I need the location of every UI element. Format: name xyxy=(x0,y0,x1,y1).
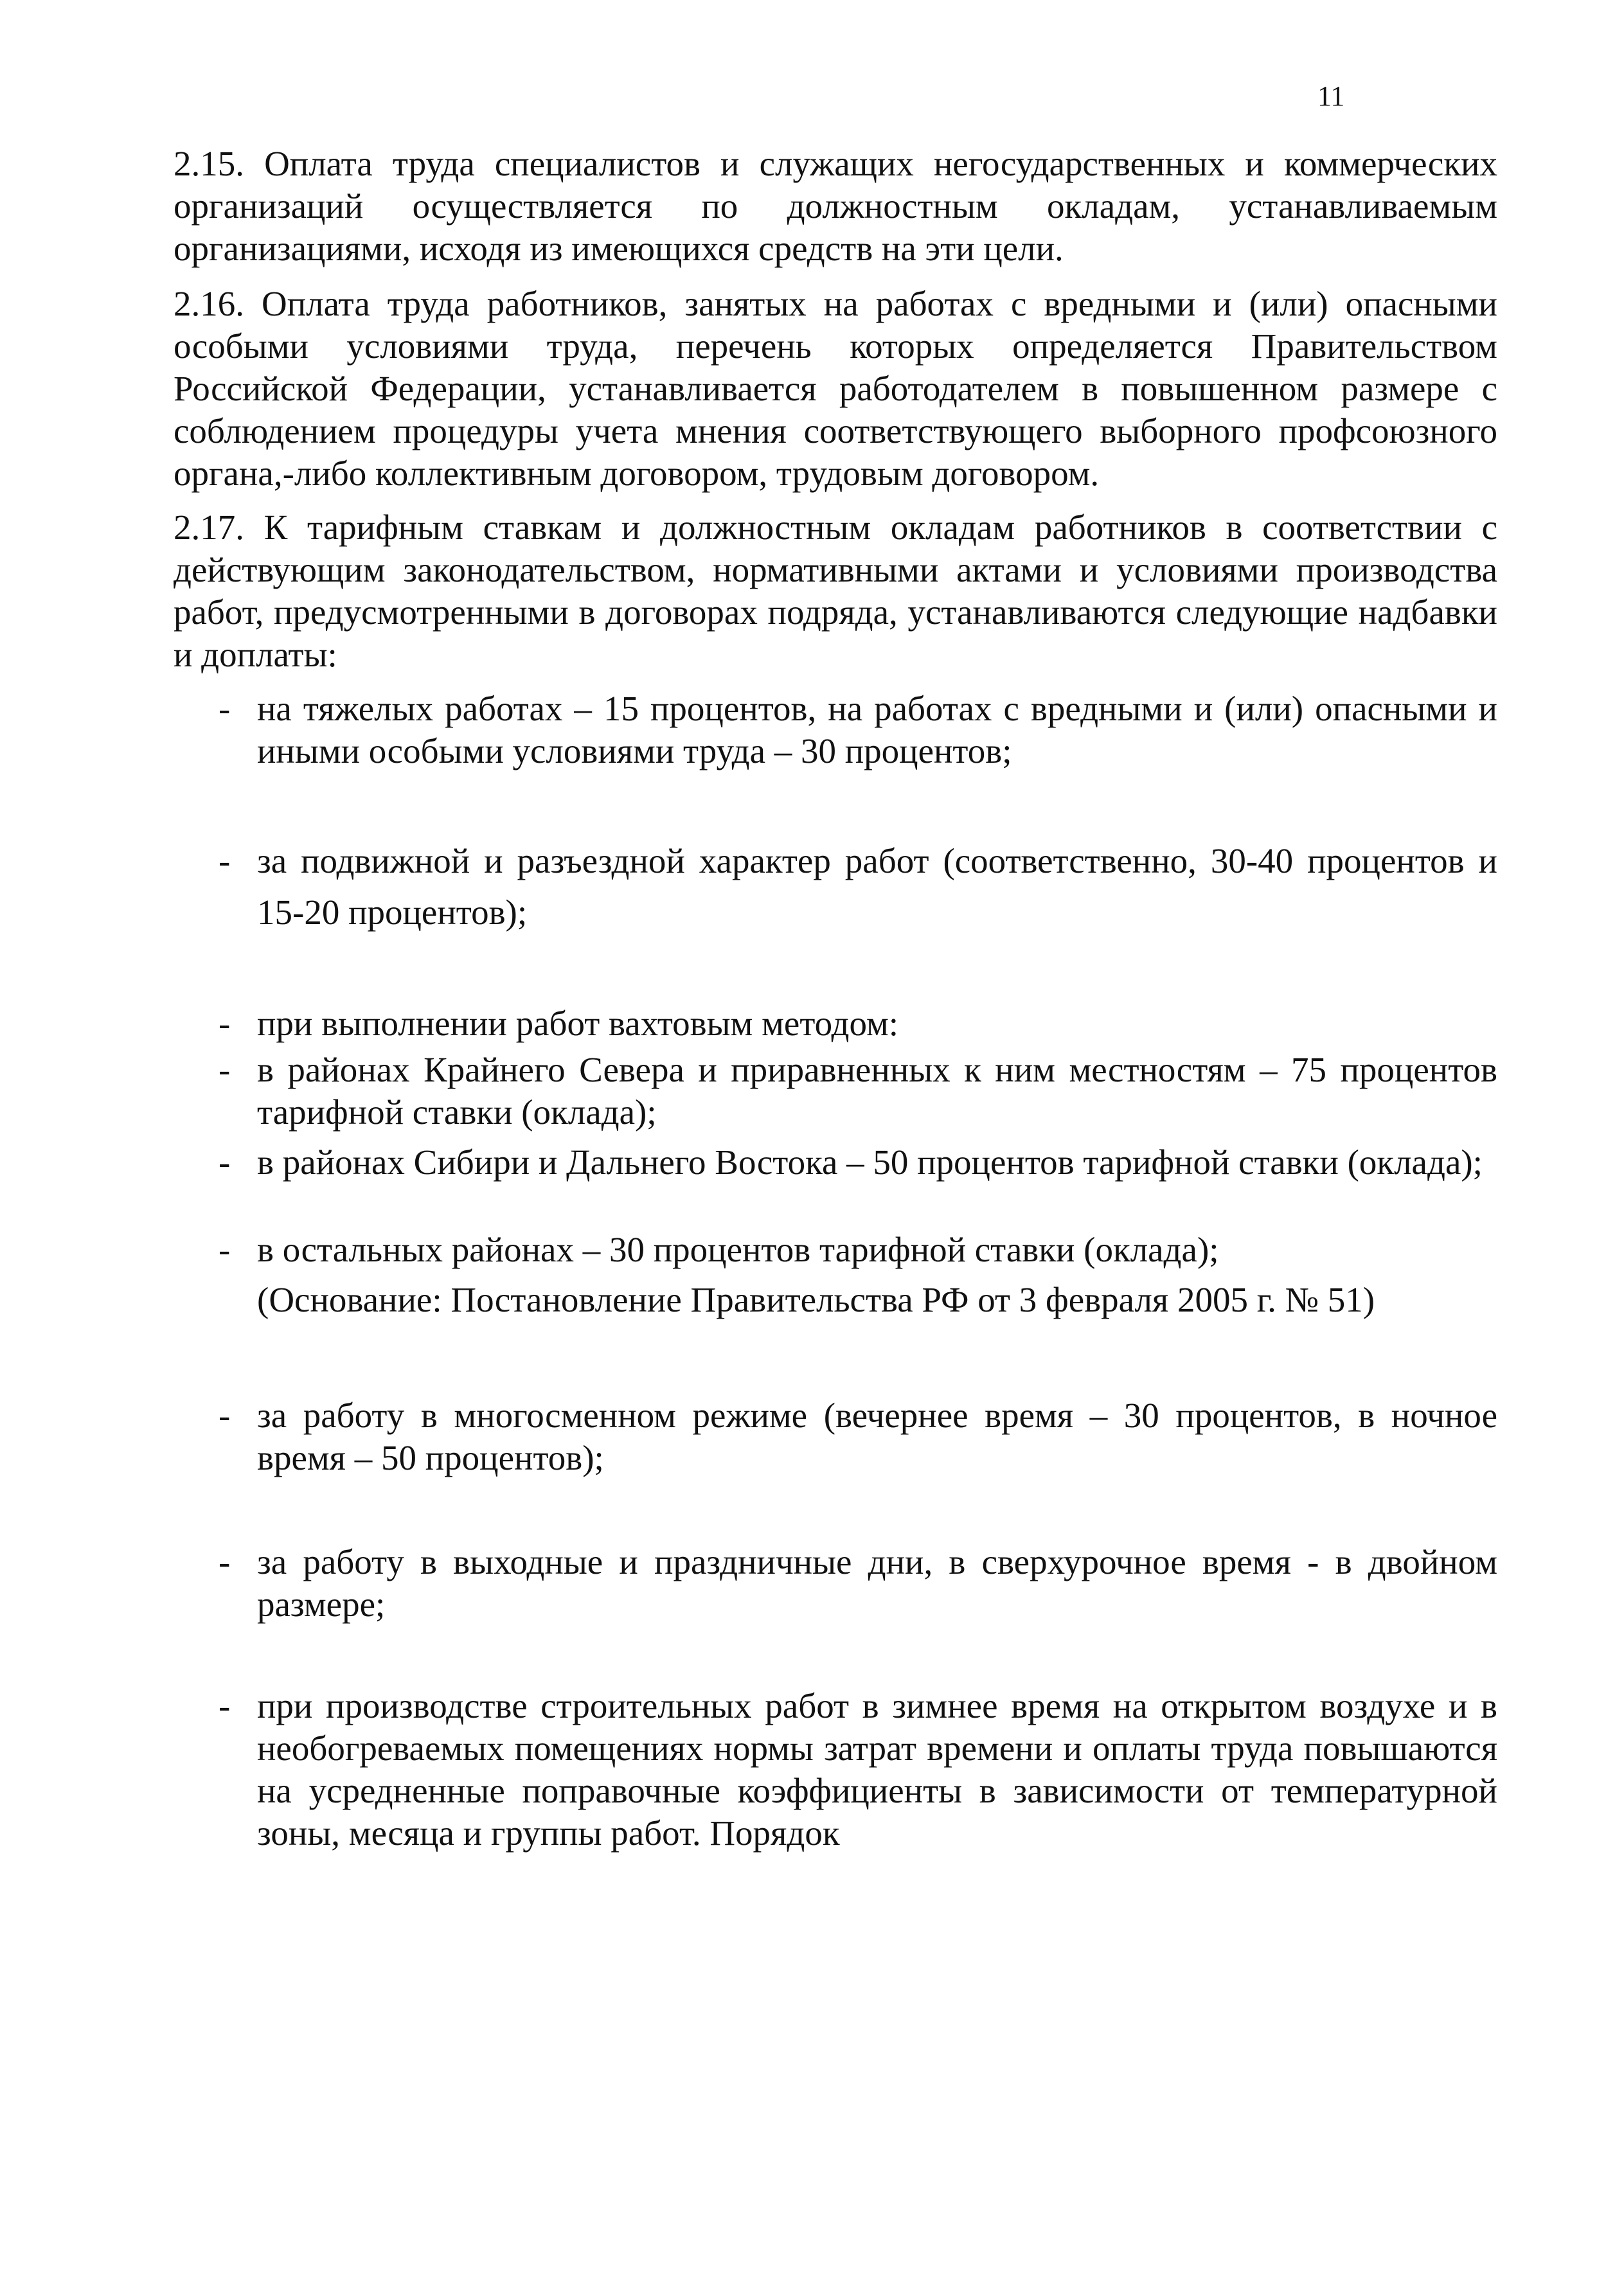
list-item-holidays xyxy=(219,1541,1497,1626)
list-dash: - xyxy=(219,841,231,880)
list-item-text: за подвижной и разъездной характер работ (соответственно, 30-40 процентов и 15-20 процентов); xyxy=(257,841,1497,932)
list-item-text: в остальных районах – 30 процентов тарифной ставки (оклада); xyxy=(257,1230,1219,1269)
list-dash: - xyxy=(219,1143,231,1182)
list-item-text: при выполнении работ вахтовым методом: xyxy=(257,1004,899,1043)
list-item-text: на тяжелых работах – 15 процентов, на работах с вредными и (или) опасными и иными особыми условиями труда – 30 процентов; xyxy=(257,689,1497,770)
list-item-text: за работу в многосменном режиме (вечернее время – 30 процентов, в ночное время – 50 процентов); xyxy=(257,1396,1497,1477)
list-dash: - xyxy=(219,689,231,728)
paragraph-2-15: 2.15. Оплата труда специалистов и служащих негосударственных и коммерческих организаций осуществляется по должностным окладам, устанавливаемым организациями, исходя из имеющихся средств на эти цели. xyxy=(174,144,1497,268)
list-item-heavy-work xyxy=(219,688,1497,772)
list-item-far-north xyxy=(219,1049,1497,1134)
paragraph-2-16: 2.16. Оплата труда работников, занятых на работах с вредными и (или) опасными особыми условиями труда, перечень которых определяется Правительством Российской Федерации, устанавливается работодателем в повышенном размере с соблюдением процедуры учета мнения соответствующего выборного профсоюзного органа,-либо коллективным договором, трудовым договором. xyxy=(174,284,1497,493)
list-dash: - xyxy=(219,1004,231,1043)
list-item-other-regions xyxy=(219,1229,1497,1271)
basis-note xyxy=(257,1279,1497,1321)
list-item-multishift xyxy=(219,1394,1497,1479)
list-item-mobile-work xyxy=(219,835,1497,938)
list-item-siberia xyxy=(219,1141,1497,1184)
page-number: 11 xyxy=(1317,80,1345,112)
list-dash: - xyxy=(219,1230,231,1269)
list-item-shift-method xyxy=(219,1002,1497,1045)
list-item-text: при производстве строительных работ в зимнее время на открытом воздухе и в необогреваемых помещениях нормы затрат времени и оплаты труда повышаются на усредненные поправочные коэффициенты в зависимости от температурной зоны, месяца и группы работ. Порядок xyxy=(257,1686,1497,1853)
list-item-winter-construction xyxy=(219,1685,1497,1855)
list-item-text: за работу в выходные и праздничные дни, в сверхурочное время - в двойном размере; xyxy=(257,1542,1497,1624)
list-item-text: в районах Сибири и Дальнего Востока – 50 процентов тарифной ставки (оклада); xyxy=(257,1143,1483,1182)
basis-note-text: (Основание: Постановление Правительства РФ от 3 февраля 2005 г. № 51) xyxy=(257,1280,1375,1319)
list-dash: - xyxy=(219,1686,231,1725)
list-dash: - xyxy=(219,1542,231,1581)
list-dash: - xyxy=(219,1396,231,1435)
list-dash: - xyxy=(219,1050,231,1089)
paragraph-2-17: 2.17. К тарифным ставкам и должностным окладам работников в соответствии с действующим законодательством, нормативными актами и условиями производства работ, предусмотренными в договорах подряда, устанавливаются следующие надбавки и доплаты: xyxy=(174,508,1497,674)
list-item-text: в районах Крайнего Севера и приравненных к ним местностям – 75 процентов тарифной ставки (оклада); xyxy=(257,1050,1497,1132)
